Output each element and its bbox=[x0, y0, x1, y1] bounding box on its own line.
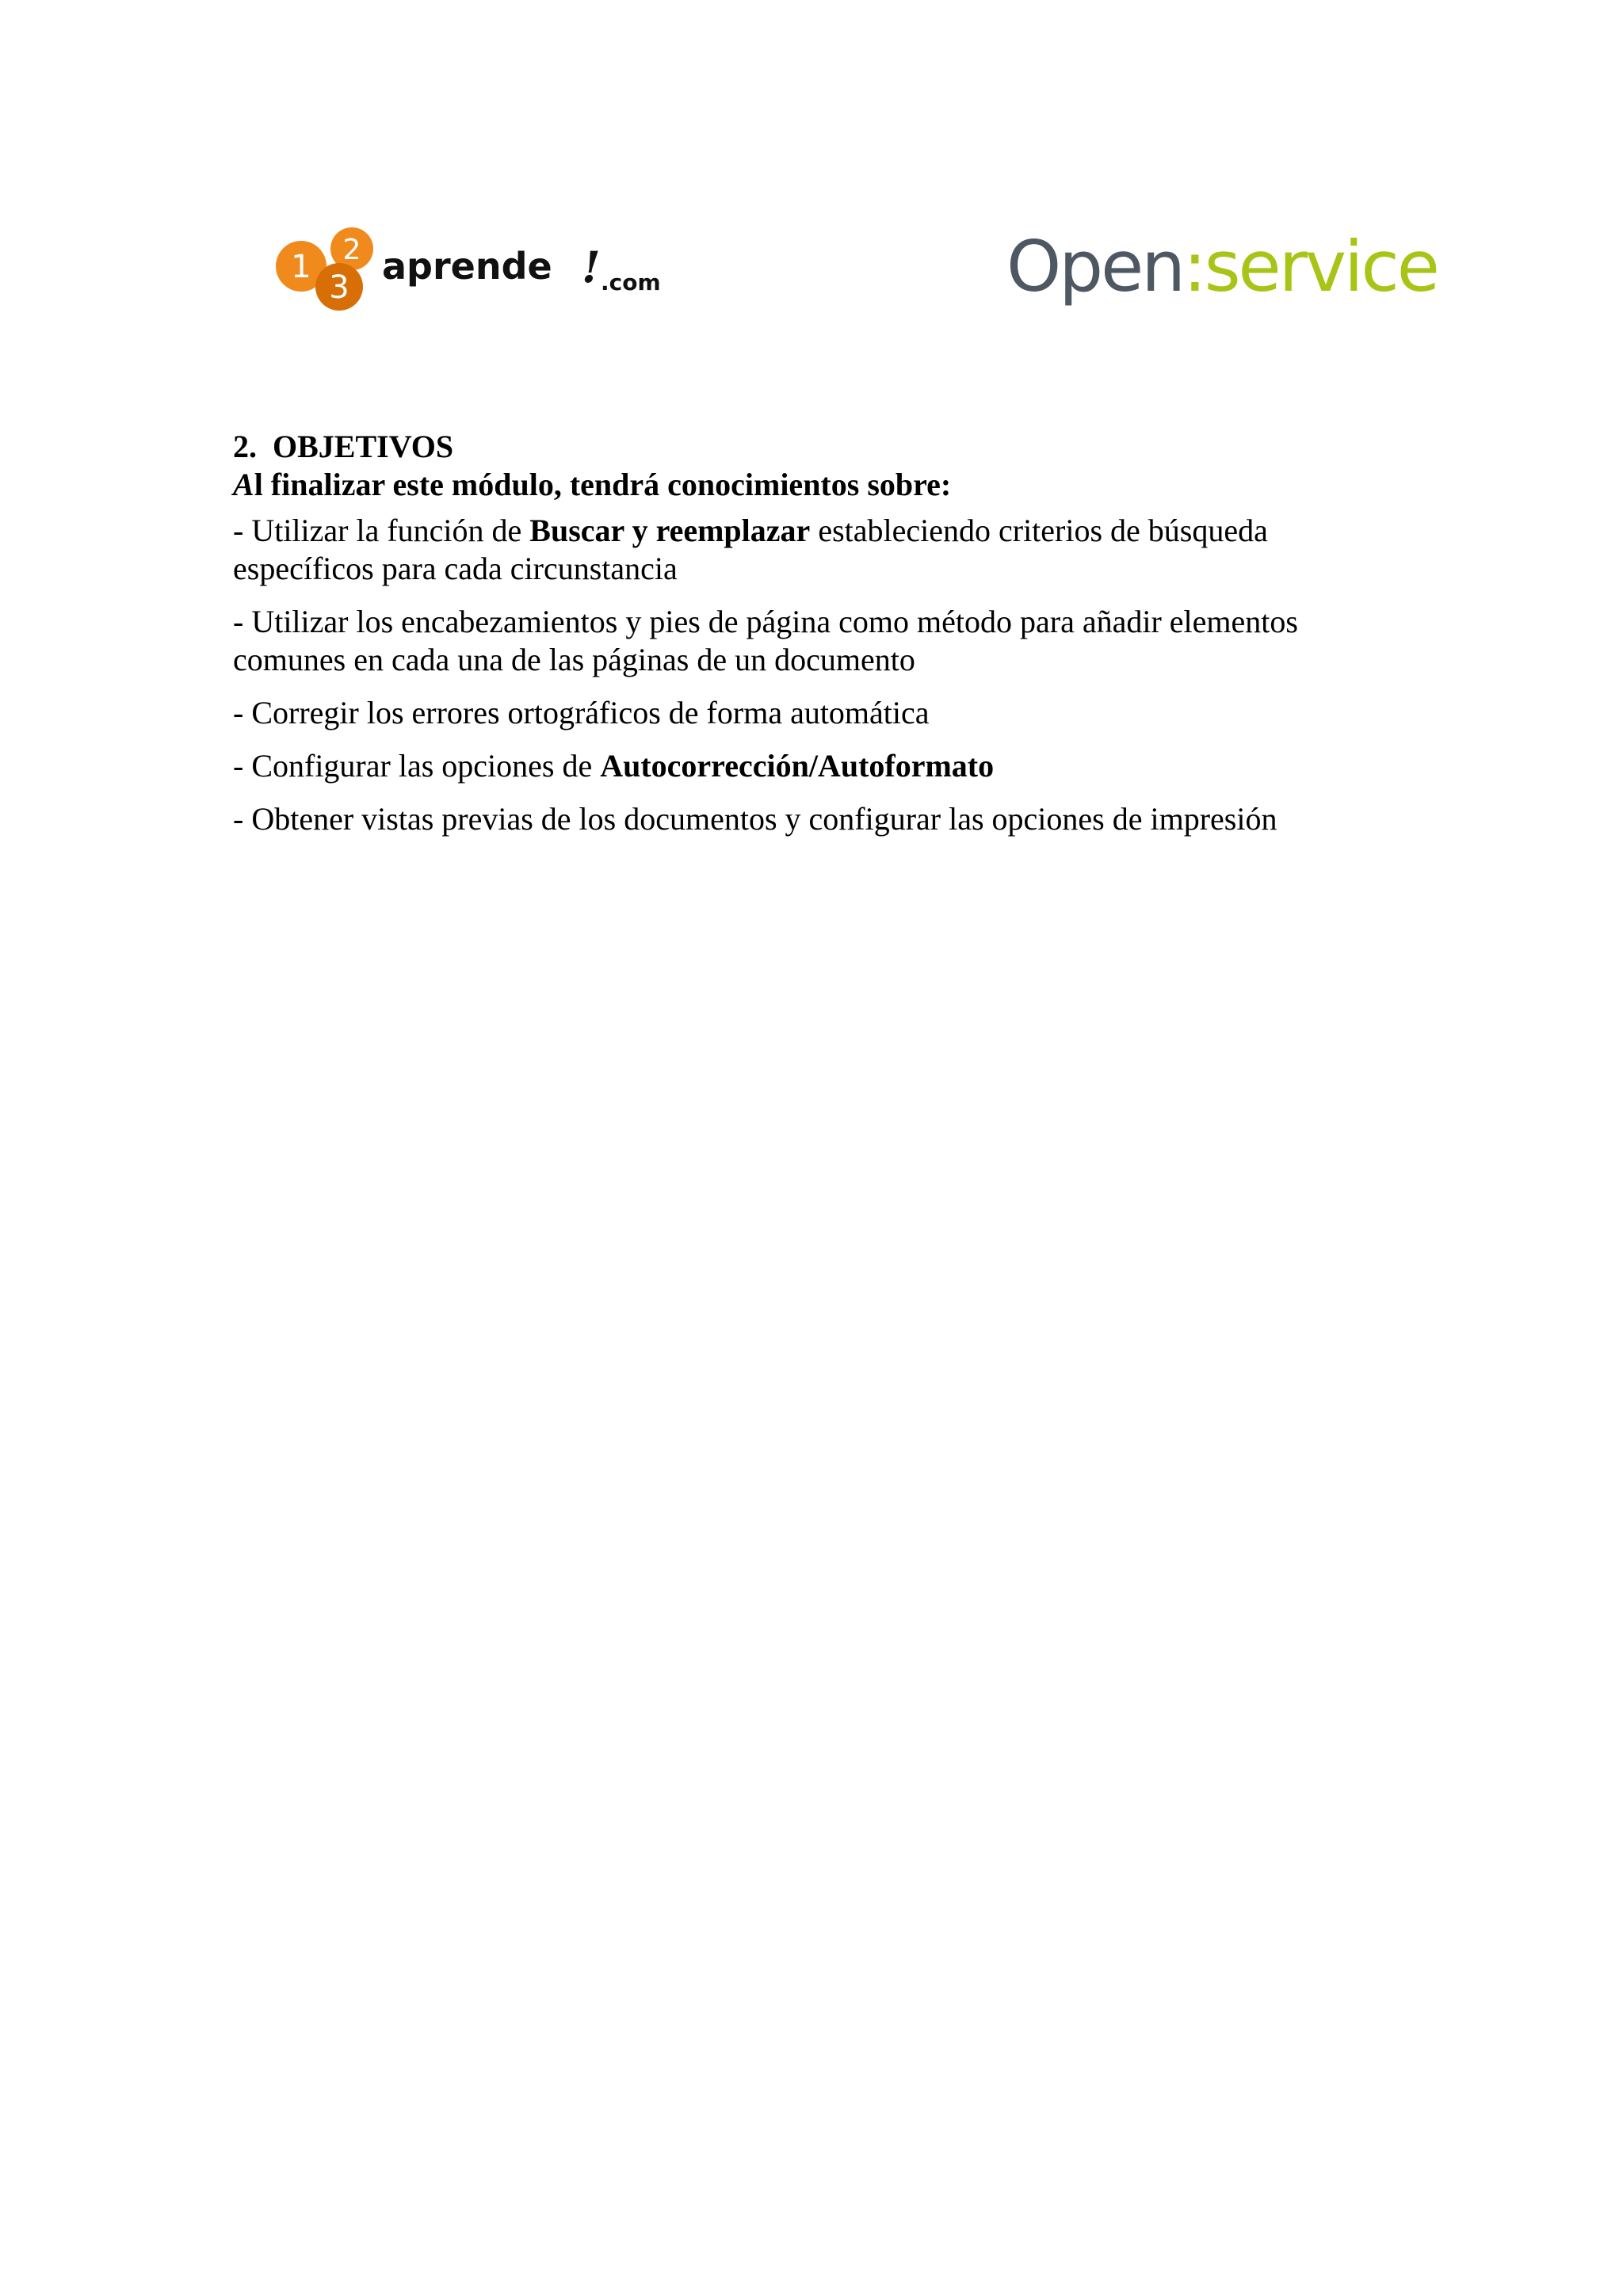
aprende-logo bbox=[274, 227, 686, 314]
objective-item bbox=[233, 694, 1390, 732]
objective-text: - Utilizar la función de bbox=[233, 513, 530, 548]
section-title: OBJETIVOS bbox=[273, 429, 454, 464]
logo-digit-2: 2 bbox=[342, 234, 361, 266]
section-number: 2. bbox=[233, 429, 257, 464]
logo-exclaim: ! bbox=[582, 242, 601, 292]
objective-text: - Utilizar los encabezamientos y pies de página como método para añadir elementos comunes en cada una de las páginas de un documento bbox=[233, 604, 1298, 677]
objective-text: - Obtener vistas previas de los documentos y configurar las opciones de impresión bbox=[233, 801, 1277, 837]
logo-colon: : bbox=[1183, 226, 1205, 307]
objective-item bbox=[233, 800, 1390, 838]
objective-bold: Buscar y reemplazar bbox=[529, 513, 811, 548]
openservice-logo bbox=[1006, 223, 1438, 311]
objective-item bbox=[233, 747, 1390, 785]
logo-service-word: service bbox=[1204, 226, 1438, 307]
logo-digit-3: 3 bbox=[329, 269, 349, 306]
aprende-logo-graphic bbox=[274, 227, 686, 314]
objective-item bbox=[233, 603, 1390, 679]
intro-text: l finalizar este módulo, tendrá conocimientos sobre: bbox=[254, 467, 952, 502]
section-intro bbox=[233, 466, 1390, 504]
logo-word: aprende bbox=[382, 245, 552, 288]
objective-text: - Configurar las opciones de bbox=[233, 748, 601, 784]
objective-bold: Autocorrección/Autoformato bbox=[600, 748, 995, 784]
intro-first-letter: A bbox=[233, 467, 254, 502]
section-heading bbox=[233, 428, 1390, 466]
objective-text-end: estableciendo criterios de búsqueda específicos para cada circunstancia bbox=[233, 513, 1268, 586]
objective-item bbox=[233, 512, 1390, 588]
logo-digit-1: 1 bbox=[291, 249, 311, 285]
logo-suffix: .com bbox=[601, 269, 661, 296]
document-content bbox=[233, 428, 1390, 853]
logo-open-word: Open bbox=[1006, 226, 1184, 307]
objective-text: - Corregir los errores ortográficos de forma automática bbox=[233, 695, 930, 730]
